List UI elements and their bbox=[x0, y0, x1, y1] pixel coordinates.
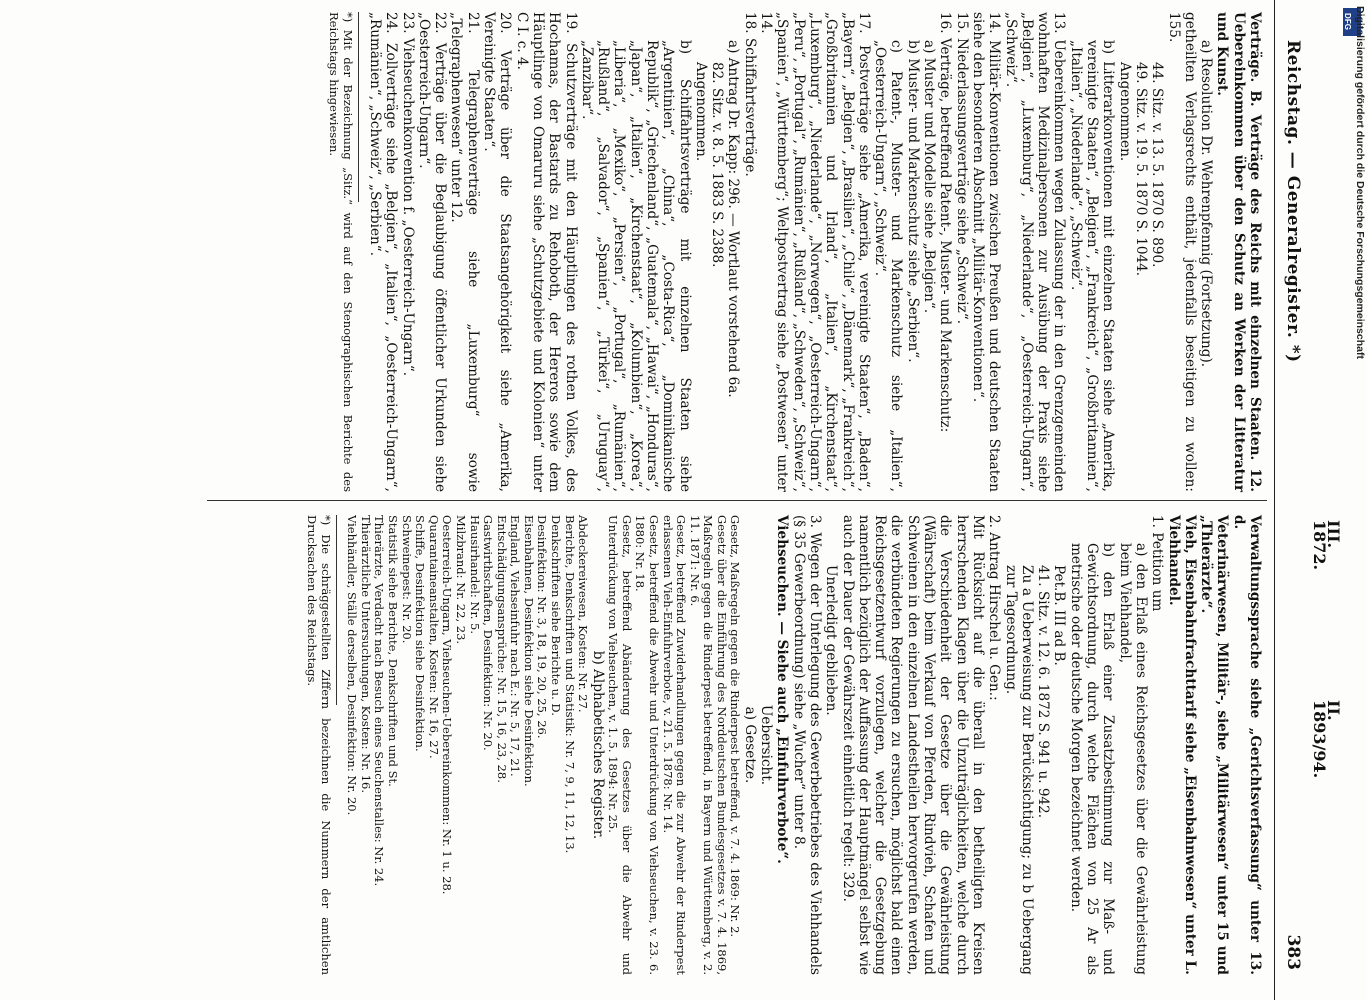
right-column-paragraph: Gesetz, betreffend Zuwiderhandlungen gegen die zur Abwehr der Rinderpest erlassenen Vieh-Einfuhrverbote, v. 21. 5. 1878: Nr. 14. bbox=[660, 515, 689, 975]
right-column-paragraph: Gesetz, betreffend die Abwehr und Unterdrückung von Viehseuchen, v. 23. 6. 1880: Nr. 18. bbox=[633, 515, 661, 975]
left-column-paragraph: 22. Verträge über die Beglaubigung öffentlicher Urkunden siehe „Oesterreich-Ungarn“. bbox=[415, 12, 449, 492]
right-column-paragraph: Gesetz über die Einführung des Norddeutschen Bundesgesetzes v. 7. 4. 1869, Maßregeln gegen die Rinderpest betreffend, in Bayern und Württemberg, v. 2. 11. 1871: Nr. 6. bbox=[687, 515, 729, 975]
left-column-paragraph: 14. Militär-Konventionen zwischen Preußen und deutschen Staaten siehe den besonderen Abschnitt „Militär-Konventionen“. bbox=[969, 12, 1003, 492]
right-column-paragraph: Oesterreich-Ungarn, Viehseuchen-Uebereinkommen: Nr. 1 u. 28. bbox=[440, 515, 455, 895]
left-column-paragraph: Verträge. B. Verträge des Reichs mit einzelnen Staaten. 12. Uebereinkommen über den Schutz an Werken der Litteratur und Kunst. bbox=[1214, 12, 1263, 492]
credit-text: Digitalisierung gefördert durch die Deutsche Forschungsgemeinschaft bbox=[1354, 6, 1366, 359]
left-column-paragraph: 16. Verträge, betreffend Patent-, Muster- und Markenschutz: bbox=[937, 12, 954, 433]
left-column-paragraph: b) Litterarkonventionen mit einzelnen Staaten siehe „Amerika, vereinigte Staaten“, „Belgien“, „Frankreich“, „Großbritannien“, „Italien“, „Niederlande“, „Schweiz“. bbox=[1067, 40, 1117, 492]
rotated-page-content bbox=[15, 0, 1343, 1000]
right-column-paragraph: Milzbrand: Nr. 22, 23. bbox=[453, 515, 468, 645]
left-column-paragraph: 17. Postverträge siehe „Amerika, vereinigte Staaten“, „Baden“, „Bayern“, „Belgien“, „Brasilien“, „Chile“, „Dänemark“, „Frankreich“, „Großbritannien und Irland“, „Italien“, „Kirchenstaat“, „Luxemburg“, „Niederlande“, „Norwegen“, „Oesterreich-Ungarn“, „Peru“, „Portugal“, „Rumänien“, „Rußland“, „Schweden“, „Schweiz“, „Spanien“, „Württemberg“; Weltpostvertrag siehe „Postwesen“ unter 14. bbox=[758, 12, 872, 492]
right-column-paragraph: a) den Erlaß eines Reichsgesetzes über die Gewährleistung beim Viehhandel, bbox=[1116, 543, 1149, 975]
margin-label-2: 1872. bbox=[1310, 520, 1329, 571]
page-number: 383 bbox=[1283, 934, 1303, 970]
column-divider bbox=[207, 500, 1267, 501]
right-column-paragraph: Schweinepest: Nr. 20. bbox=[399, 515, 414, 644]
left-column-paragraph: Angenommen. bbox=[1116, 62, 1133, 162]
right-column-paragraph: England, Viehseinfuhr nach E.: Nr. 5, 17, 21. bbox=[508, 515, 523, 777]
logo-text: DFG bbox=[1342, 13, 1352, 30]
right-column-paragraph: a) Gesetze. bbox=[741, 706, 758, 784]
left-column-paragraph: 24. Zollverträge siehe „Belgien“, „Italien“, „Oesterreich-Ungarn“, „Rumänien“, „Schweiz“, „Serbien“. bbox=[366, 12, 400, 492]
right-column-paragraph: Entschädigungsansprüche: Nr. 15, 16, 23, 28. bbox=[494, 515, 509, 783]
left-column-paragraph: b) Muster- und Markenschutz siehe „Serbien“. bbox=[904, 40, 921, 363]
left-column-paragraph: c) Patent-, Muster- und Markenschutz siehe „Italien“, „Oesterreich-Ungarn“, „Schweiz“. bbox=[872, 40, 905, 492]
right-column-paragraph: Thierärztliche Untersuchungen, Kosten: Nr. 16. bbox=[358, 515, 373, 793]
left-column bbox=[326, 12, 1263, 492]
right-column-paragraph: 3. Wegen der Unterlegung des Gewerbebetriebes des Viehhandels (§ 35 Gewerbeordnung) siehe „Wucher“ unter 8. bbox=[790, 515, 823, 975]
right-column-paragraph: Hausirhandel: Nr. 5. bbox=[467, 515, 482, 634]
right-column-paragraph: Viehhändler, Ställe derselben, Desinfektion: Nr. 20. bbox=[345, 515, 360, 816]
right-column-paragraph: Veterinärwesen, Militär-, siehe „Militärwesen“ unter 15 und „Thierärzte“. bbox=[1198, 515, 1231, 975]
left-column-paragraph: a) Antrag Dr. Kapp: 296. — Wortlaut vorstehend 6a. bbox=[725, 40, 742, 398]
left-column-paragraph: 49. Sitz. v. 19. 5. 1870 S. 1044. bbox=[1132, 62, 1149, 277]
right-column bbox=[304, 515, 1263, 975]
left-column-footnote: *) Mit der Bezeichnung „Sitz.“ wird auf den Stenographischen Berichte des Reichstags hingewiesen. bbox=[327, 12, 355, 492]
left-column-paragraph: 18. Schiffahrtsverträge. bbox=[741, 12, 758, 177]
right-column-paragraph: Vieh, Eisenbahnfrachttarif siehe „Eisenbahnwesen“ unter L. bbox=[1181, 515, 1198, 975]
right-column-paragraph: Berichte, Denkschriften und Statistik: Nr. 7, 9, 11, 12, 13. bbox=[562, 515, 577, 854]
right-column-paragraph: b) den Erlaß einer Zusatzbestimmung zur Maß- und Gewichtsordnung, durch welche Flächen von 25 Ar als metrische oder deutsche Morgen bezeichnet werden. bbox=[1067, 543, 1117, 975]
left-column-paragraph: getheilten Verlagsrechts enthält, jedenfalls beseitigen zu wollen: 155. bbox=[1165, 12, 1198, 492]
margin-label-1: III. bbox=[1324, 520, 1343, 549]
right-column-paragraph: Gastwirthschaften, Desinfektion: Nr. 20. bbox=[481, 515, 496, 751]
left-column-paragraph: 13. Uebereinkommen wegen Zulassung der in den Grenzgemeinden wohnhaften Medizinalpersonen zur Ausübung der Praxis siehe „Belgien“, „Luxemburg“, „Niederlande“, „Oesterreich-Ungarn“, „Schweiz“. bbox=[1002, 12, 1068, 492]
right-column-paragraph: Schiffe, Desinfektion siehe Desinfektion. bbox=[413, 515, 428, 752]
left-column-paragraph: 19. Schutzverträge mit den Häuptlingen des rothen Volkes, des Hochamas, der Bastards zu Rehoboth, der Hereros sowie dem Häuptlinge von Omaruru siehe „Schutzgebiete und Kolonien“ unter C I. c. 4. bbox=[513, 12, 579, 492]
right-column-paragraph: Thierärzte, Verdacht nach Besuch eines Seuchenstalles: Nr. 24. bbox=[372, 515, 387, 887]
left-column-paragraph: a) Muster und Modelle siehe „Belgien“. bbox=[921, 40, 938, 314]
right-column-footnote: *) Die schräggestellten Ziffern bezeichnen die Nummern der amtlichen Drucksachen des Reichstags. bbox=[304, 515, 333, 975]
right-column-paragraph: Viehseuchen. — Siehe auch „Einfuhrverbote“. bbox=[774, 515, 791, 864]
right-column-footnote-rule bbox=[336, 515, 337, 705]
left-column-paragraph: 15. Niederlassungsverträge siehe „Schweiz“. bbox=[953, 12, 970, 325]
right-column-paragraph: 41. Sitz. v. 12. 6. 1872 S. 941 u. 942. bbox=[1035, 565, 1052, 819]
right-column-paragraph: Gesetz, Maßregeln gegen die Rinderpest betreffend, v. 7. 4. 1869: Nr. 2. bbox=[728, 515, 743, 938]
right-column-paragraph: Mit Rücksicht auf die überall in den betheiligten Kreisen herrschenden Klagen über die Unzuträglichkeiten, welche durch die Verschiedenheit der Gesetze über die Gewährleistung (Währschaft) beim Verkauf von Pferden, Rindvieh, Schafen und Schweinen in den einzelnen Landestheilen hervorgerufen werden, die verbündeten Regierungen zu ersuchen, möglichst bald einen Reichsgesetzentwurf vorzulegen, welcher die Gesetzgebung namentlich bezüglich der Auffassung der Hauptmängel selbst wie auch der Dauer der Gewährszeit einheitlich regelt: 329. bbox=[839, 515, 986, 975]
left-column-paragraph: 44. Sitz. v. 13. 5. 1870 S. 890. bbox=[1149, 62, 1166, 268]
right-column-paragraph: Quarantaineanstalten, Kosten: Nr. 16, 27. bbox=[426, 515, 441, 759]
right-column-paragraph: 2. Antrag Hirschel u. Gen.: bbox=[986, 515, 1003, 701]
left-column-paragraph: b) Schiffahrtsverträge mit einzelnen Staaten siehe „Argentinien“, „China“, „Costa-Rica“, „Dominikanische Republik“, „Griechenland“, „Guatemala“, „Hawai“, „Honduras“, „Japan“, „Italien“, „Kirchenstaat“, „Kolumbien“, „Korea“, „Liberia“, „Mexiko“, „Persien“, „Portugal“, „Rumänien“, „Rußland“, „Salvador“, „Spanien“, „Türkei“, „Uruguay“, „Zanzibar“. bbox=[578, 40, 693, 492]
right-column-paragraph: b) Alphabetisches Register. bbox=[589, 650, 606, 840]
left-column-paragraph: 20. Verträge über die Staatsangehörigkeit siehe „Amerika, Vereinigte Staaten“. bbox=[481, 12, 514, 492]
left-column-paragraph: 23. Viehseuchenkonvention f. „Oesterreich-Ungarn“. bbox=[399, 12, 416, 377]
right-column-paragraph: Abdeckereiwesen, Kosten: Nr. 27. bbox=[576, 515, 591, 713]
right-column-paragraph: Viehhandel. bbox=[1165, 515, 1182, 606]
right-column-paragraph: Eisenbahnen, Desinfektion siehe Desinfektion. bbox=[521, 515, 536, 787]
running-head bbox=[1274, 0, 1343, 1000]
right-column-paragraph: Gesetz, betreffend Abänderung des Gesetzes über die Abwehr und Unterdrückung von Viehseuchen, v. 1. 5. 1894: Nr. 25. bbox=[606, 515, 634, 975]
right-column-paragraph: Uebersicht. bbox=[758, 704, 775, 786]
margin-label-3: II. bbox=[1324, 700, 1343, 721]
left-column-paragraph: a) Resolution Dr. Wehrenpfennig (Fortsetzung). bbox=[1198, 40, 1215, 368]
left-column-paragraph: 21. Telegraphenverträge siehe „Luxemburg“ sowie „Telegraphenwesen“ unter 12. bbox=[448, 12, 481, 492]
left-column-paragraph: 82. Sitz. v. 8. 5. 1883 S. 2388. bbox=[709, 62, 726, 268]
left-column-paragraph: Angenommen. bbox=[692, 62, 709, 162]
right-column-paragraph: Desinfektion: Nr. 3, 18, 19, 20, 25, 26. bbox=[535, 515, 550, 739]
running-head-title: Reichstag. — Generalregister. *) bbox=[1283, 40, 1303, 363]
right-column-paragraph: Statistik siehe Berichte, Denkschriften und St. bbox=[385, 515, 400, 787]
digitization-credit bbox=[1350, 6, 1367, 720]
right-column-paragraph: Denkschriften siehe Berichte u. D. bbox=[549, 515, 564, 716]
right-column-paragraph: Verwaltungssprache siehe „Gerichtsverfassung“ unter 13. d. bbox=[1230, 515, 1263, 975]
right-column-paragraph: Pet.B. III ad B. bbox=[1051, 565, 1068, 666]
right-column-paragraph: 1. Petition um bbox=[1149, 515, 1166, 612]
right-column-paragraph: Unerledigt geblieben. bbox=[823, 565, 840, 716]
right-column-paragraph: Zu a Ueberweisung zur Berücksichtigung; zu b Uebergang zur Tagesordnung. bbox=[1002, 565, 1035, 975]
margin-label-4: 1893/94. bbox=[1310, 700, 1329, 779]
left-column-footnote-rule bbox=[358, 12, 359, 202]
